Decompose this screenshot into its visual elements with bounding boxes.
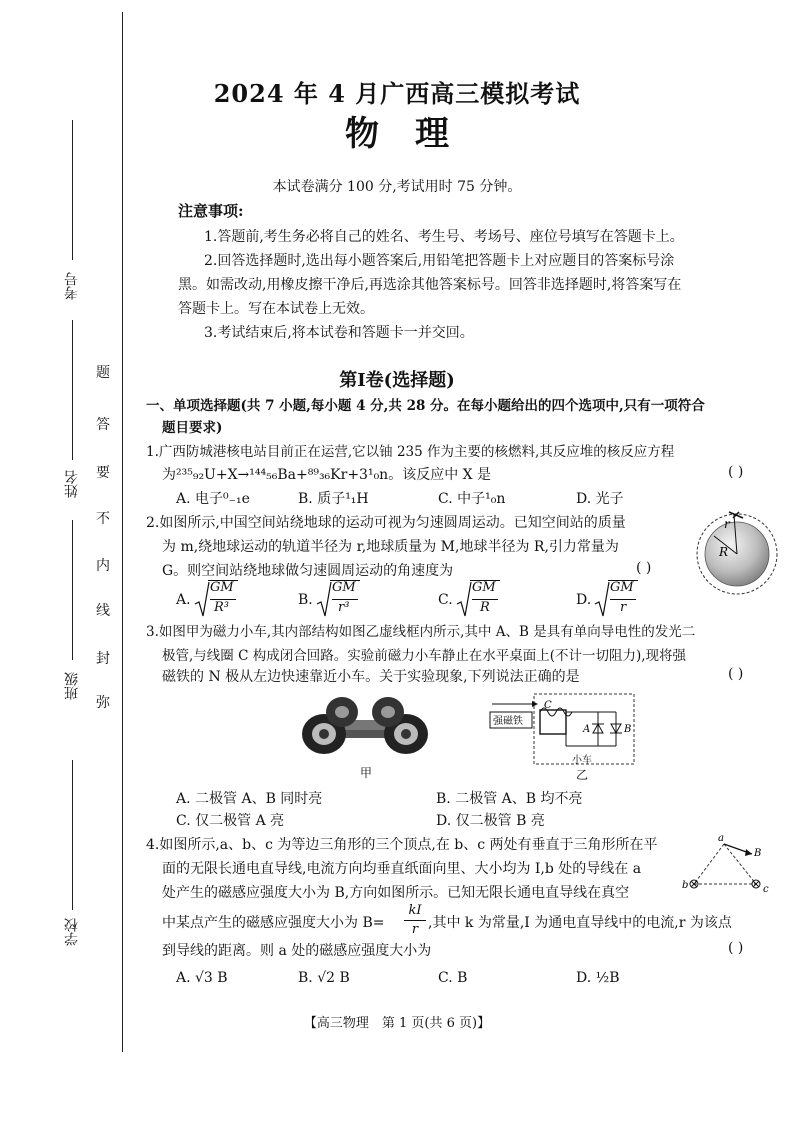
q4-formula-rest: ,其中 k 为常量,I 为通电直导线中的电流,r 为该点 — [428, 915, 732, 931]
subject-title: 物理 — [345, 114, 485, 154]
exam-no-label: 考号 — [64, 272, 80, 300]
notice-line: 黑。如需改动,用橡皮擦干净后,再选涂其他答案标号。回答非选择题时,将答案写在 — [178, 277, 682, 293]
answer-paren: ( ) — [728, 940, 744, 956]
frac-num: GM — [610, 580, 634, 595]
q2-stem: 2.如图所示,中国空间站绕地球的运动可视为匀速圆周运动。已知空间站的质量 — [146, 515, 626, 531]
name-label: 姓名 — [64, 470, 80, 498]
q3-option-c: C. 仅二极管 A 亮 — [176, 813, 285, 829]
magnet-label: 强磁铁 — [493, 716, 523, 727]
frac-num: GM — [472, 580, 496, 595]
section-desc: 一、单项选择题(共 7 小题,每小题 4 分,共 28 分。在每小题给出的四个选项中,只有一项符合 — [146, 398, 705, 414]
seal-char: 不 — [96, 511, 110, 527]
vertex-b: b — [682, 880, 689, 891]
frac-den: r³ — [338, 600, 350, 615]
notice-line: 1.答题前,考生务必将自己的姓名、考生号、考场号、座位号填写在答题卡上。 — [204, 229, 684, 245]
exam-intro: 本试卷满分 100 分,考试用时 75 分钟。 — [272, 179, 522, 195]
vertex-a: a — [718, 833, 724, 844]
vertex-c: c — [763, 884, 769, 894]
diode-b-label: B — [624, 724, 632, 735]
magnetic-car-image — [290, 690, 440, 770]
seal-char: 弥 — [96, 695, 110, 711]
q1-equation: 为²³⁵₉₂U+X→¹⁴⁴₅₆Ba+⁸⁹₃₆Kr+3¹₀n。该反应中 X 是 — [162, 467, 492, 483]
car-label: 小车 — [572, 755, 592, 766]
q4-formula-text: 中某点产生的磁感应强度大小为 B= — [162, 915, 385, 931]
school-blank — [72, 760, 73, 910]
frac-den: R³ — [214, 600, 229, 615]
coil-label: C — [544, 700, 552, 711]
frac-num: GM — [210, 580, 234, 595]
option-letter: A. — [176, 592, 191, 608]
section-desc: 题目要求) — [162, 420, 223, 436]
notice-line: 3.考试结束后,将本试卷和答题卡一并交回。 — [204, 325, 474, 341]
binding-line — [122, 12, 123, 1052]
q4-option-a: A. √3 B — [176, 970, 228, 986]
answer-paren: ( ) — [636, 560, 652, 576]
circuit-diagram — [488, 690, 638, 770]
q1-option-b: B. 质子¹₁H — [298, 491, 369, 507]
seal-char: 答 — [96, 417, 110, 433]
answer-paren: ( ) — [728, 666, 744, 682]
q4-stem: 面的无限长通电直导线,电流方向均垂直纸面向里、大小均为 I,b 处的导线在 a — [162, 861, 642, 877]
q4-option-c: C. B — [438, 970, 468, 986]
q4-stem: 处产生的磁感应强度大小为 B,方向如图所示。已知无限长通电直导线在真空 — [162, 885, 630, 901]
exam-title: 2024 年 4 月广西高三模拟考试 — [213, 79, 581, 108]
q1-option-d: D. 光子 — [576, 491, 624, 507]
frac-den: r — [404, 920, 426, 939]
triangle-figure — [676, 832, 776, 894]
fig-caption-yi: 乙 — [576, 768, 589, 782]
q3-option-b: B. 二极管 A、B 均不亮 — [436, 791, 583, 807]
fig-label-r: r — [724, 517, 730, 531]
notice-line: 2.回答选择题时,选出每小题答案后,用铅笔把答题卡上对应题目的答案标号涂 — [204, 253, 675, 269]
seal-char: 题 — [96, 365, 110, 381]
class-label: 班级 — [64, 672, 80, 700]
class-blank — [72, 520, 73, 660]
field-B-label: B — [754, 848, 762, 859]
frac-num: GM — [332, 580, 356, 595]
frac-num: kI — [408, 903, 422, 918]
frac-den: R — [480, 600, 490, 615]
q1-option-c: C. 中子¹₀n — [438, 491, 506, 507]
q4-stem: 4.如图所示,a、b、c 为等边三角形的三个顶点,在 b、c 两处有垂直于三角形所在平 — [146, 837, 658, 853]
q3-stem: 极管,与线圈 C 构成闭合回路。实验前磁力小车静止在水平桌面上(不计一切阻力),现将强 — [162, 648, 687, 664]
school-label: 学校 — [64, 918, 80, 946]
q2-stem: G。则空间站绕地球做匀速圆周运动的角速度为 — [162, 563, 454, 579]
option-letter: C. — [438, 592, 453, 608]
q3-stem: 3.如图甲为磁力小车,其内部结构如图乙虚线框内所示,其中 A、B 是具有单向导电性的发光二 — [146, 624, 696, 640]
notice-line: 答题卡上。写在本试卷上无效。 — [178, 301, 374, 317]
diode-a-label: A — [583, 724, 591, 735]
q3-option-d: D. 仅二极管 B 亮 — [436, 813, 545, 829]
seal-char: 内 — [96, 558, 110, 574]
seal-char: 要 — [96, 465, 110, 481]
q4-option-d: D. ½B — [576, 970, 620, 986]
earth-orbit-figure — [692, 506, 782, 596]
section-title: 第Ⅰ卷(选择题) — [339, 370, 455, 391]
page-footer: 【高三物理 第 1 页(共 6 页)】 — [303, 1016, 491, 1031]
option-letter: B. — [298, 592, 313, 608]
answer-paren: ( ) — [728, 464, 744, 480]
q3-stem: 磁铁的 N 极从左边快速靠近小车。关于实验现象,下列说法正确的是 — [162, 669, 580, 685]
seal-char: 封 — [96, 651, 110, 667]
q1-option-a: A. 电子⁰₋₁e — [176, 491, 250, 507]
q1-stem: 1.广西防城港核电站目前正在运营,它以铀 235 作为主要的核燃料,其反应堆的核反应方程 — [146, 444, 675, 460]
fig-caption-jia: 甲 — [360, 766, 373, 780]
q3-option-a: A. 二极管 A、B 同时亮 — [176, 791, 323, 807]
q4-option-b: B. √2 B — [298, 970, 350, 986]
seal-char: 线 — [96, 603, 110, 619]
fig-label-R: R — [719, 545, 729, 559]
frac-den: r — [620, 600, 627, 615]
q4-stem: 到导线的距离。则 a 处的磁感应强度大小为 — [162, 943, 432, 959]
option-letter: D. — [576, 592, 592, 608]
q4-formula-frac — [404, 902, 426, 939]
notice-heading: 注意事项: — [178, 202, 244, 220]
q2-stem: 为 m,绕地球运动的轨道半径为 r,地球质量为 M,地球半径为 R,引力常量为 — [162, 539, 619, 555]
